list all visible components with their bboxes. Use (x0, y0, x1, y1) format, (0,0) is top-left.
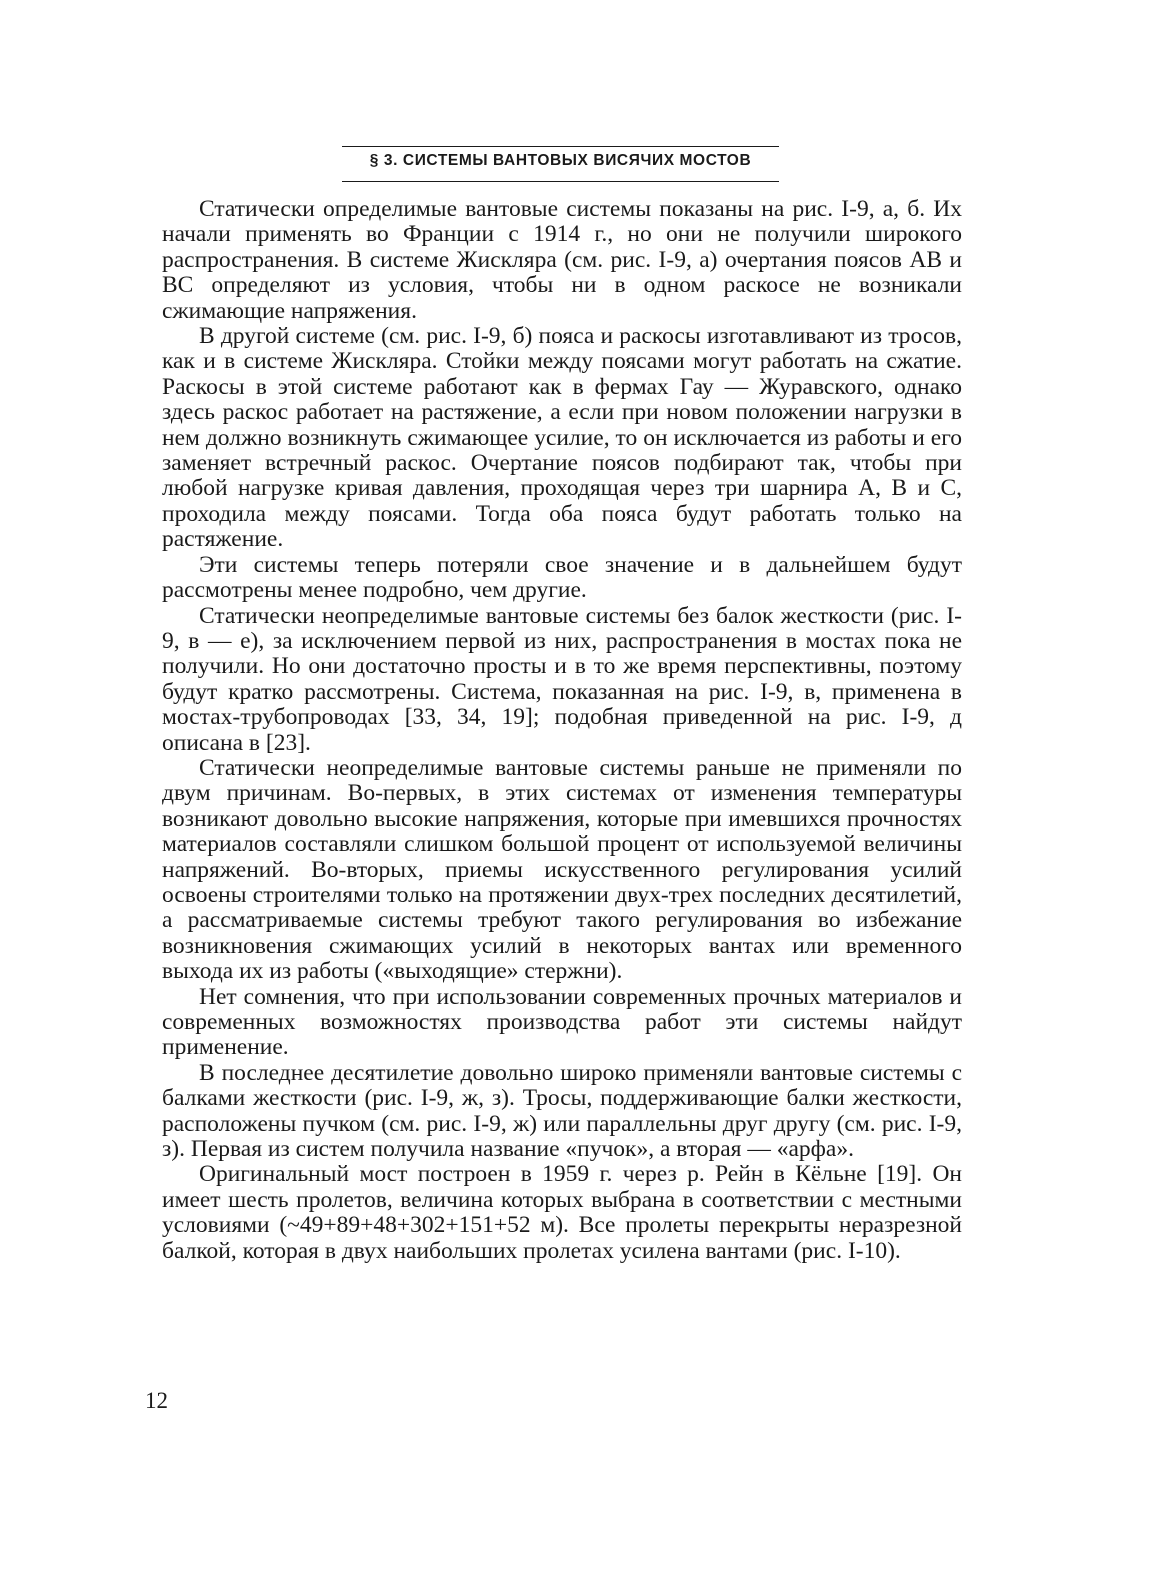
body-text (162, 197, 962, 1264)
paragraph: Статически неопределимые вантовые системы раньше не применяли по двум причинам. Во-первых, в этих системах от изменения температуры возникают довольно высокие напряжения, которые при имевшихся прочностях материалов составляли слишком большой процент от используемой величины напряжений. Во-вторых, приемы искусственного регулирования усилий освоены строителями только на протяжении двух-трех последних десятилетий, а рассматриваемые системы требуют такого регулирования во избежание возникновения сжимающих усилий в некоторых вантах или временного выхода их из работы («выходящие» стержни). (162, 754, 962, 985)
paragraph: Статически неопределимые вантовые системы без балок жесткости (рис. I-9, в — е), за исключением первой из них, распространения в мостах пока не получили. Но они достаточно просты и в то же время перспективны, поэтому будут кратко рассмотрены. Система, показанная на рис. I-9, в, применена в мостах-трубопроводах [33, 34, 19]; подобная приведенной на рис. I-9, д описана в [23]. (162, 602, 962, 756)
heading-rule-bottom (342, 181, 779, 182)
paragraph: Оригинальный мост построен в 1959 г. через р. Рейн в Кёльне [19]. Он имеет шесть пролетов, величина которых выбрана в соответствии с местными условиями (~49+89+48+302+151+52 м). Все пролеты перекрыты неразрезной балкой, которая в двух наибольших пролетах усилена вантами (рис. I-10). (162, 1161, 962, 1264)
paragraph: Эти системы теперь потеряли свое значение и в дальнейшем будут рассмотрены менее подробно, чем другие. (162, 551, 962, 604)
heading-rule-top (342, 146, 779, 147)
section-heading: § 3. СИСТЕМЫ ВАНТОВЫХ ВИСЯЧИХ МОСТОВ (369, 152, 752, 169)
paragraph: Статически определимые вантовые системы показаны на рис. I-9, а, б. Их начали применять во Франции с 1914 г., но они не получили широкого распространения. В системе Жискляра (см. рис. I-9, а) очертания поясов AB и BC определяют из условия, чтобы ни в одном раскосе не возникали сжимающие напряжения. (162, 196, 962, 324)
page-number: 12 (145, 1388, 168, 1413)
paragraph: Нет сомнения, что при использовании современных прочных материалов и современных возможностях производства работ эти системы найдут применение. (162, 983, 962, 1061)
paragraph: В другой системе (см. рис. I-9, б) пояса и раскосы изготавливают из тросов, как и в системе Жискляра. Стойки между поясами могут работать на сжатие. Раскосы в этой системе работают как в фермах Гау — Журавского, однако здесь раскос работает на растяжение, а если при новом положении нагрузки в нем должно возникнуть сжимающее усилие, то он исключается из работы и его заменяет встречный раскос. Очертание поясов подбирают так, чтобы при любой нагрузке кривая давления, проходящая через три шарнира A, B и C, проходила между поясами. Тогда оба пояса будут работать только на растяжение. (162, 323, 962, 553)
paragraph: В последнее десятилетие довольно широко применяли вантовые системы с балками жесткости (рис. I-9, ж, з). Тросы, поддерживающие балки жесткости, расположены пучком (см. рис. I-9, ж) или параллельны друг другу (см. рис. I-9, з). Первая из систем получила название «пучок», а вторая — «арфа». (162, 1059, 962, 1163)
